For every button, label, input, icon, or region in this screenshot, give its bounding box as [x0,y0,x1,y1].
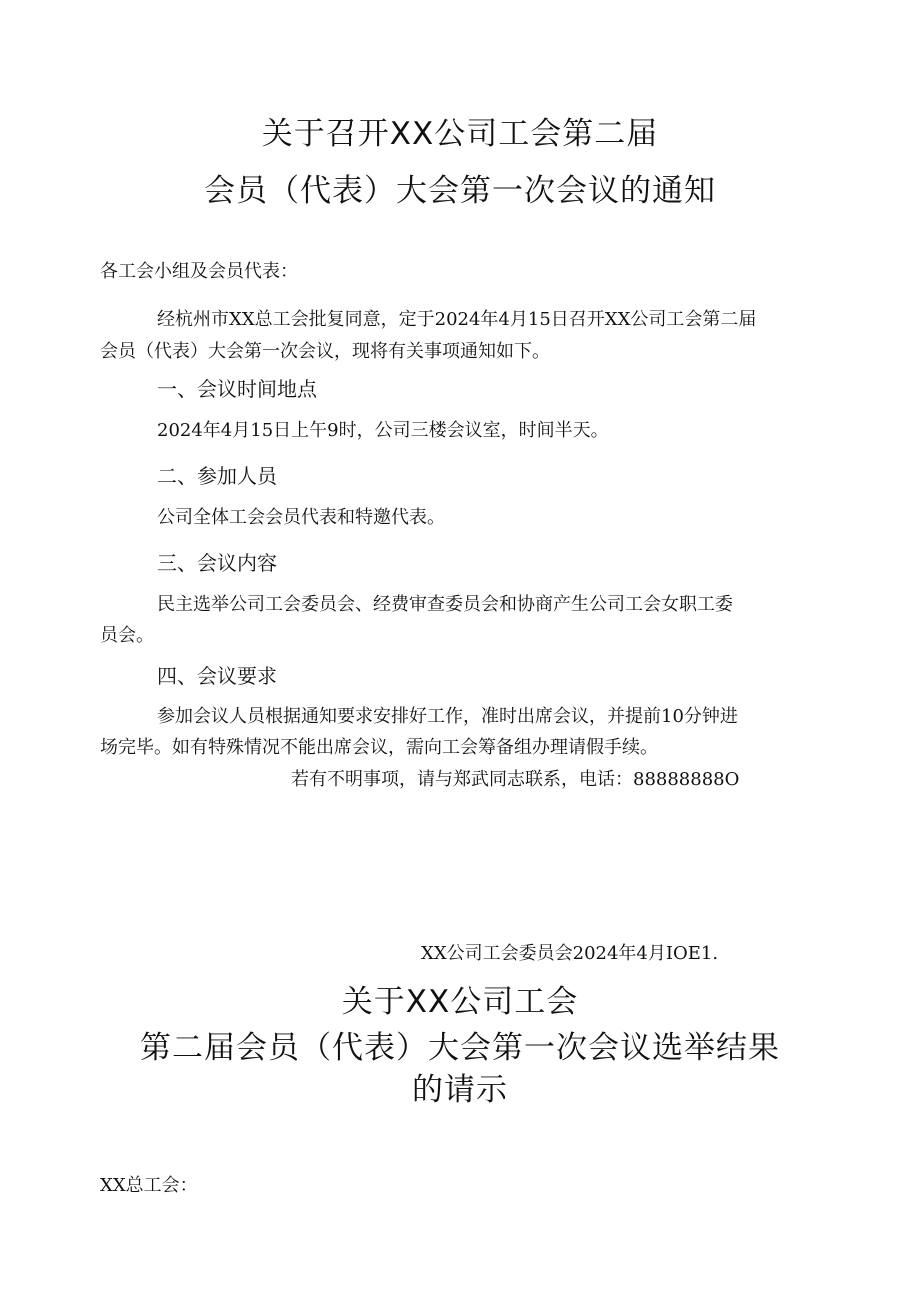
section-heading-requirements: 四、会议要求 [157,664,277,688]
section-text-requirements-line-1: 参加会议人员根据通知要求安排好工作，准时出席会议，并提前10分钟进 [157,706,738,727]
request-title-line-3: 的请示 [412,1072,508,1108]
notice-title-line-2: 会员（代表）大会第一次会议的通知 [204,173,716,209]
section-text-content-line-1: 民主选举公司工会委员会、经费审查委员会和协商产生公司工会女职工委 [157,594,733,615]
section-text-time-location: 2024年4月15日上午9时，公司三楼会议室，时间半天。 [157,420,609,441]
section-text-requirements-line-2: 场完毕。如有特殊情况不能出席会议，需向工会筹备组办理请假手续。 [100,737,658,758]
section-text-content-line-2: 员会。 [100,625,154,646]
signature-line: XX公司工会委员会2024年4月IOE1. [421,943,719,964]
notice-salutation: 各工会小组及会员代表： [100,261,298,282]
notice-title-line-1: 关于召开XX公司工会第二届 [261,116,659,152]
notice-intro-line-2: 会员（代表）大会第一次会议，现将有关事项通知如下。 [100,341,550,362]
request-title-line-1: 关于XX公司工会 [341,984,579,1020]
notice-intro-line-1: 经杭州市XX总工会批复同意，定于2024年4月15日召开XX公司工会第二届 [157,309,757,330]
contact-line: 若有不明事项，请与郑武同志联系，电话：88888888O [291,769,740,790]
section-text-participants: 公司全体工会会员代表和特邀代表。 [157,507,445,528]
section-heading-time-location: 一、会议时间地点 [157,377,317,401]
section-heading-content: 三、会议内容 [157,551,277,575]
request-salutation: XX总工会： [100,1175,198,1196]
request-title-line-2: 第二届会员（代表）大会第一次会议选举结果 [140,1030,780,1066]
section-heading-participants: 二、参加人员 [157,464,277,488]
